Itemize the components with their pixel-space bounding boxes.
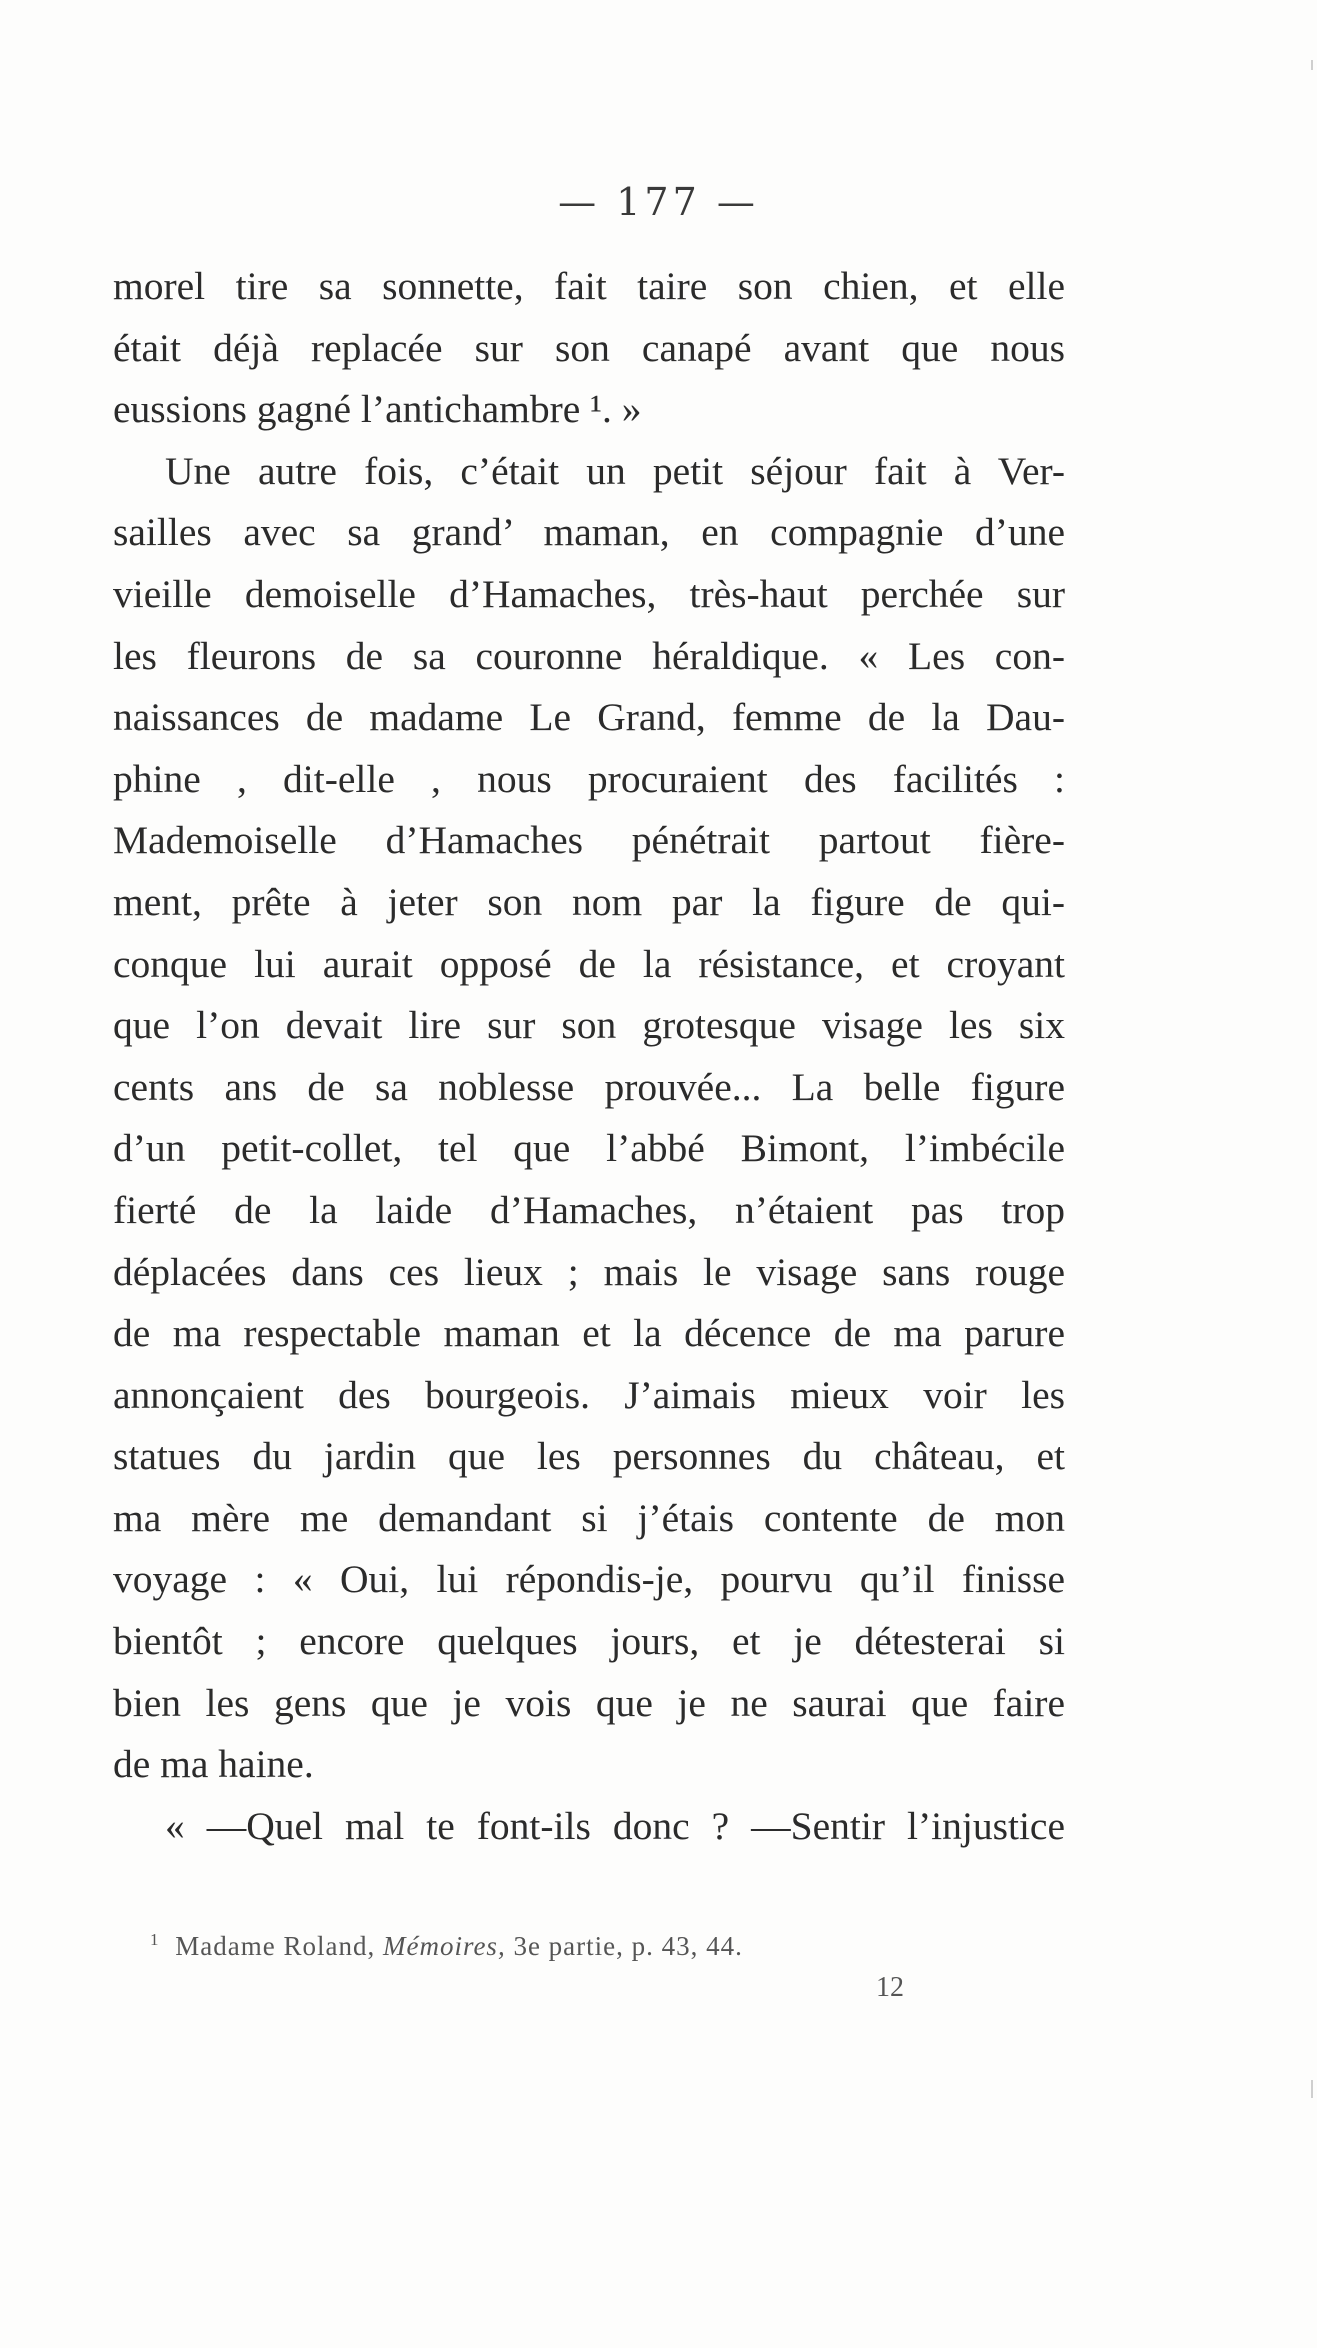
edge-artifact [1311, 2080, 1313, 2098]
text-line: conque lui aurait opposé de la résistance, et croyant [113, 941, 1065, 986]
signature-mark: 12 [876, 1972, 904, 2003]
text-line: naissances de madame Le Grand, femme de la Dau- [113, 695, 1065, 740]
text-line: Mademoiselle d’Hamaches pénétrait partout fière- [113, 818, 1065, 863]
text-line: ma mère me demandant si j’étais contente de mon [113, 1495, 1065, 1540]
footnote [150, 1930, 743, 1962]
text-line: sailles avec sa grand’ maman, en compagnie d’une [113, 510, 1065, 555]
text-line: morel tire sa sonnette, fait taire son chien, et elle [113, 264, 1065, 308]
text-line: bien les gens que je vois que je ne saurai que faire [113, 1680, 1065, 1725]
text-line: eussions gagné l’antichambre ¹. » [113, 387, 642, 432]
text-line: fierté de la laide d’Hamaches, n’étaient pas trop [113, 1187, 1065, 1232]
text-line: que l’on devait lire sur son grotesque visage les six [113, 1003, 1065, 1048]
footnote-work: Mémoires, [382, 1931, 506, 1961]
text-line: d’un petit-collet, tel que l’abbé Bimont, l’imbécile [113, 1126, 1065, 1171]
footnote-marker: 1 [150, 1930, 160, 1949]
text-line: annonçaient des bourgeois. J’aimais mieux voir les [113, 1372, 1065, 1417]
body-text [113, 256, 1065, 1857]
text-line: Une autre fois, c’était un petit séjour fait à Ver- [165, 448, 1065, 493]
text-line: de ma respectable maman et la décence de ma parure [113, 1311, 1065, 1356]
text-line: « —Quel mal te font-ils donc ? —Sentir l’injustice [165, 1803, 1065, 1848]
text-line: voyage : « Oui, lui répondis-je, pourvu qu’il finisse [113, 1557, 1065, 1602]
text-line: ment, prête à jeter son nom par la figure de qui- [113, 879, 1065, 924]
footnote-reference: 3e partie, p. 43, 44. [513, 1931, 743, 1961]
text-line: était déjà replacée sur son canapé avant que nous [113, 325, 1065, 370]
text-line: phine , dit-elle , nous procuraient des facilités : [113, 756, 1065, 801]
text-line: les fleurons de sa couronne héraldique. « Les con- [113, 633, 1065, 678]
text-line: cents ans de sa noblesse prouvée... La belle figure [113, 1064, 1065, 1109]
text-line: bientôt ; encore quelques jours, et je détesterai si [113, 1619, 1065, 1664]
text-line: vieille demoiselle d’Hamaches, très-haut perchée sur [113, 571, 1065, 616]
edge-artifact [1311, 60, 1313, 70]
text-line: de ma haine. [113, 1742, 314, 1787]
text-line: déplacées dans ces lieux ; mais le visage sans rouge [113, 1249, 1065, 1294]
page-number: — 177 — [558, 180, 759, 224]
text-line: statues du jardin que les personnes du château, et [113, 1434, 1065, 1479]
footnote-author: Madame Roland, [175, 1931, 376, 1961]
